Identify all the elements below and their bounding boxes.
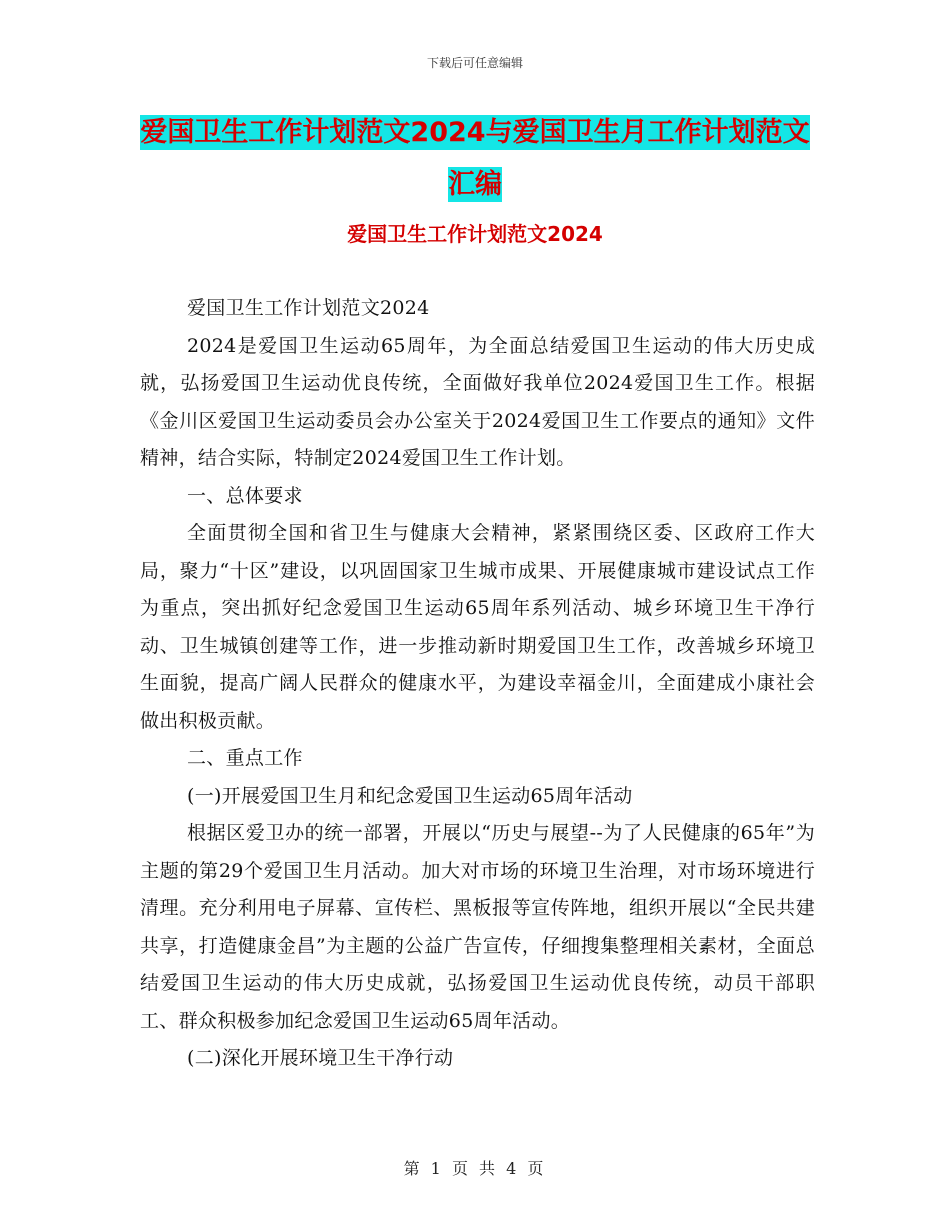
page-footer: 第 1 页 共 4 页 (403, 1159, 547, 1178)
document-title-text: 爱国卫生工作计划范文2024与爱国卫生月工作计划范文汇编 (140, 117, 810, 200)
document-title (140, 107, 810, 211)
heading-key-work: 二、重点工作 (187, 747, 303, 769)
subheading-health-month: (一)开展爱国卫生月和纪念爱国卫生运动65周年活动 (187, 784, 633, 807)
subheading-clean-action: (二)深化开展环境卫生干净行动 (187, 1047, 454, 1069)
heading-general-requirements: 一、总体要求 (187, 484, 303, 507)
paragraph-subtitle: 爱国卫生工作计划范文2024 (187, 297, 430, 319)
header-note: 下载后可任意编辑 (426, 56, 523, 70)
section-title: 爱国卫生工作计划范文2024 (347, 222, 603, 246)
paragraph-general-requirements: 全面贯彻全国和省卫生与健康大会精神，紧紧围绕区委、区政府工作大局，聚力“十区”建设，以巩固国家卫生城市成果、开展健康城市建设试点工作为重点，突出抓好纪念爱国卫生运动65周年系列活动、城乡环境卫生干净行动、卫生城镇创建等工作，进一步推动新时期爱国卫生工作，改善城乡环境卫生面貌，提高广阔人民群众的健康水平，为建设幸福金川，全面建成小康社会做出积极贡献。 (140, 522, 815, 732)
paragraph-intro: 2024是爱国卫生运动65周年，为全面总结爱国卫生运动的伟大历史成就，弘扬爱国卫生运动优良传统，全面做好我单位2024爱国卫生工作。根据《金川区爱国卫生运动委员会办公室关于2024爱国卫生工作要点的通知》文件精神，结合实际，特制定2024爱国卫生工作计划。 (140, 334, 815, 469)
paragraph-health-month: 根据区爱卫办的统一部署，开展以“历史与展望--为了人民健康的65年”为主题的第29个爱国卫生月活动。加大对市场的环境卫生治理，对市场环境进行清理。充分利用电子屏幕、宣传栏、黑板报等宣传阵地，组织开展以“全民共建共享，打造健康金昌”为主题的公益广告宣传，仔细搜集整理相关素材，全面总结爱国卫生运动的伟大历史成就，弘扬爱国卫生运动优良传统，动员干部职工、群众积极参加纪念爱国卫生运动65周年活动。 (140, 822, 815, 1032)
document-body (140, 290, 815, 1078)
